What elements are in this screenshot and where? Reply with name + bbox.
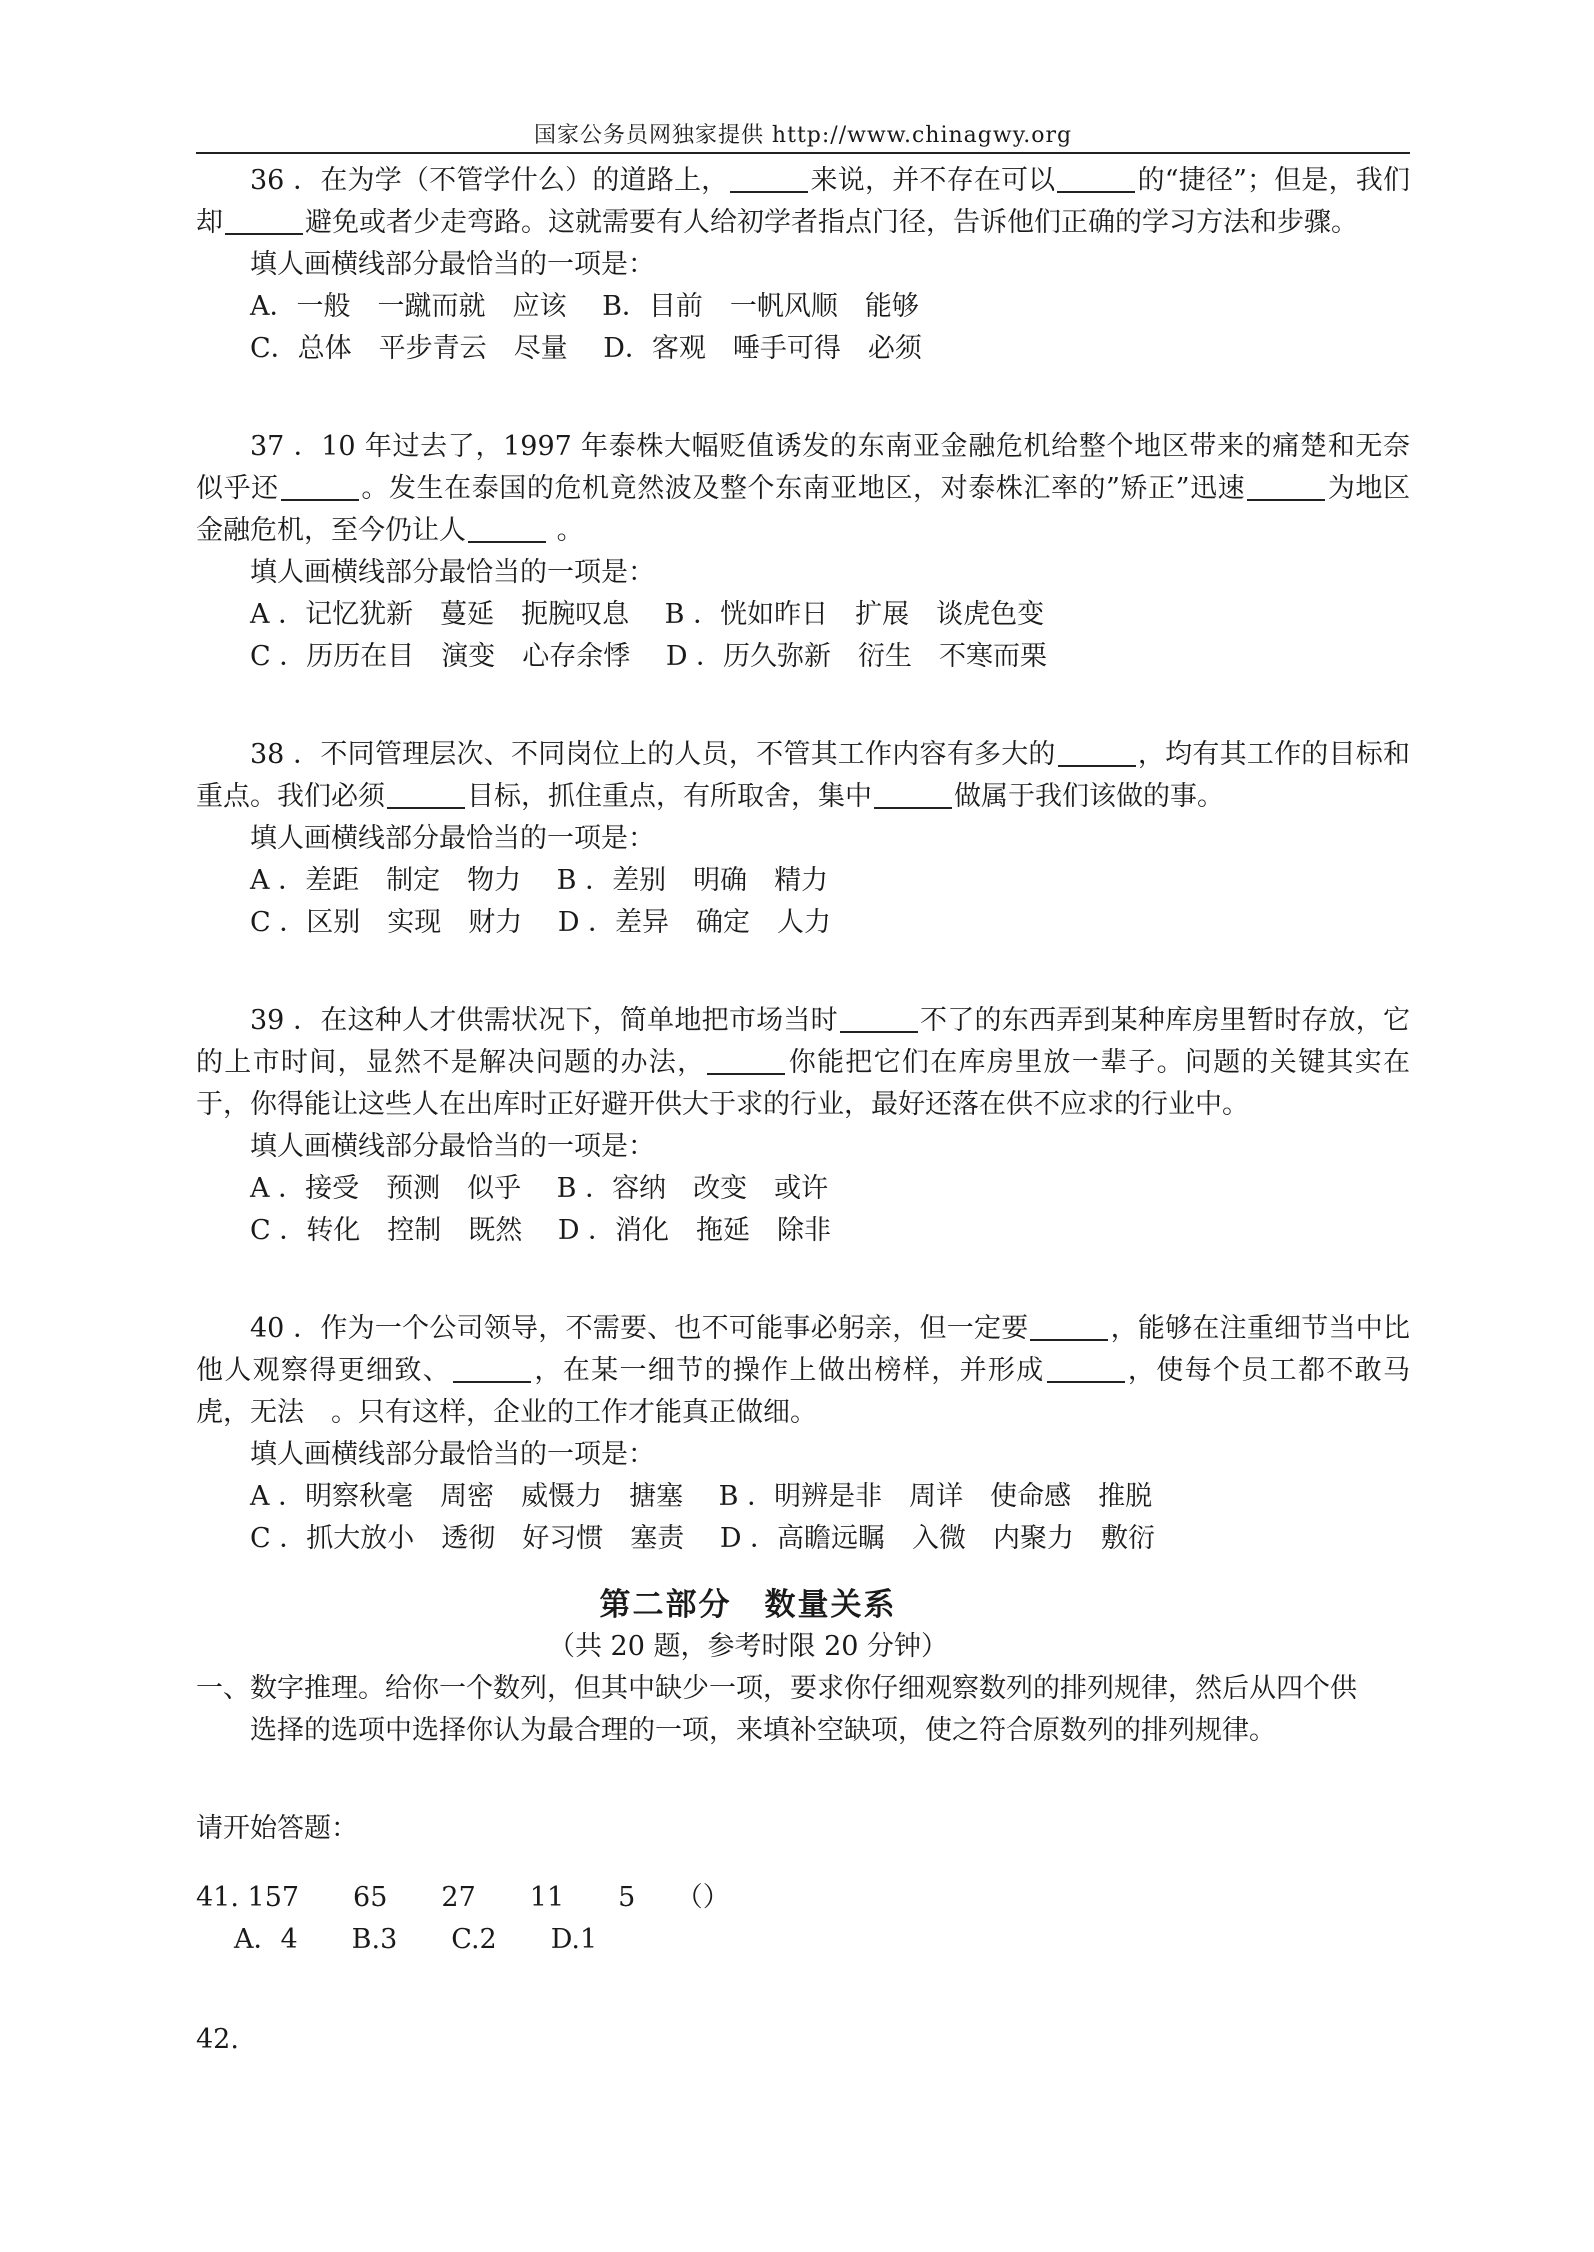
section-subtitle: （共 20 题，参考时限 20 分钟） (547, 1631, 949, 1662)
stem-text: 来说，并不存在可以 (810, 165, 1056, 196)
stem-text: 做属于我们该做的事。 (954, 781, 1224, 812)
stem-text: 36 ．在为学（不管学什么）的道路上， (250, 165, 729, 196)
stem-text: 38 ．不同管理层次、不同岗位上的人员，不管其工作内容有多大的 (250, 739, 1056, 770)
question-40 (196, 1308, 1410, 1560)
question-39 (196, 1000, 1410, 1252)
answer-blank (225, 203, 303, 235)
question-stem (196, 1000, 1410, 1126)
option-row: C ．抓大放小 透彻 好习惯 塞责 D ．高瞻远瞩 入微 内聚力 敷衍 (250, 1523, 1156, 1554)
answer-blank (387, 777, 465, 809)
stem-text: 你能把它们在库房里放一辈子。问题的关键其实在于，你得能让这些人在出库时正好避开供大于求的行业，最好还落在供不应求的行业中。 (196, 1047, 1411, 1120)
option-row: C ．转化 控制 既然 D ．消化 拖延 除非 (250, 1215, 832, 1246)
page-content (196, 160, 1410, 2088)
answer-blank (453, 1351, 531, 1383)
question-stem (196, 160, 1410, 244)
stem-text: 避免或者少走弯路。这就需要有人给初学者指点门径，告诉他们正确的学习方法和步骤。 (305, 207, 1358, 238)
answer-blank (1057, 161, 1135, 193)
option-row: A．一般 一蹴而就 应该 B．目前 一帆风顺 能够 (250, 291, 919, 322)
question-stem (196, 426, 1410, 552)
answer-blank (1058, 735, 1136, 767)
section-instruction: 一、数字推理。给你一个数列，但其中缺少一项，要求你仔细观察数列的排列规律，然后从四个供 (196, 1673, 1357, 1704)
stem-text: ，能够在注重细节当中比他人观察得更细致、 (196, 1313, 1410, 1386)
answer-blank (1247, 469, 1325, 501)
stem-text: 的“捷径”；但是，我们却 (196, 165, 1410, 238)
stem-text: ，使每个员工都不敢马虎，无法 。只有这样，企业的工作才能真正做细。 (196, 1355, 1411, 1428)
question-36 (196, 160, 1410, 370)
answer-blank (1047, 1351, 1125, 1383)
stem-text: 不了的东西弄到某种库房里暂时存放，它的上市时间，显然不是解决问题的办法， (196, 1005, 1410, 1078)
stem-text: 。发生在泰国的危机竟然波及整个东南亚地区，对泰株汇率的”矫正”迅速 (360, 473, 1246, 504)
stem-text: ，在某一细节的操作上做出榜样，并形成 (533, 1355, 1045, 1386)
option-row: A ．记忆犹新 蔓延 扼腕叹息 B ．恍如昨日 扩展 谈虎色变 (250, 599, 1045, 630)
page-header: 国家公务员网独家提供 http://www.chinagwy.org (533, 123, 1073, 148)
question-prompt: 填人画横线部分最恰当的一项是： (250, 249, 655, 280)
header-rule (196, 152, 1410, 154)
answer-blank (281, 469, 359, 501)
stem-text: 37 ．10 年过去了，1997 年泰株大幅贬值诱发的东南亚金融危机给整个地区带来的痛楚和无奈似乎还 (196, 431, 1410, 504)
section-title: 第二部分 数量关系 (599, 1587, 897, 1623)
question-38 (196, 734, 1410, 944)
question-stem (196, 734, 1410, 818)
stem-text: 目标，抓住重点，有所取舍，集中 (467, 781, 872, 812)
stem-text: ，均有其工作的目标和重点。我们必须 (196, 739, 1410, 812)
stem-text: 40 ．作为一个公司领导，不需要、也不可能事必躬亲，但一定要 (250, 1313, 1029, 1344)
option-row: A ．差距 制定 物力 B ．差别 明确 精力 (250, 865, 829, 896)
option-row: A ．明察秋毫 周密 威慑力 搪塞 B ．明辨是非 周详 使命感 推脱 (250, 1481, 1153, 1512)
stem-text: 为地区金融危机，至今仍让人 (196, 473, 1411, 546)
answer-blank (707, 1043, 785, 1075)
start-prompt: 请开始答题： (196, 1813, 358, 1844)
question-42-label: 42. (196, 2024, 239, 2055)
option-row: C．总体 平步青云 尽量 D．客观 唾手可得 必须 (250, 333, 922, 364)
question-prompt: 填人画横线部分最恰当的一项是： (250, 823, 655, 854)
option-row: C ．区别 实现 财力 D ．差异 确定 人力 (250, 907, 832, 938)
question-41-sequence: 41. 157 65 27 11 5 （） (196, 1882, 730, 1913)
question-prompt: 填人画横线部分最恰当的一项是： (250, 1439, 655, 1470)
stem-text: 。 (548, 515, 584, 546)
question-stem (196, 1308, 1410, 1434)
answer-blank (468, 511, 546, 543)
option-row: A ．接受 预测 似乎 B ．容纳 改变 或许 (250, 1173, 829, 1204)
option-row: C ．历历在目 演变 心存余悸 D ．历久弥新 衍生 不寒而栗 (250, 641, 1048, 672)
answer-blank (1030, 1309, 1108, 1341)
question-41-options: A．4 B.3 C.2 D.1 (234, 1924, 598, 1955)
question-prompt: 填人画横线部分最恰当的一项是： (250, 557, 655, 588)
question-prompt: 填人画横线部分最恰当的一项是： (250, 1131, 655, 1162)
answer-blank (730, 161, 808, 193)
section-instruction-cont: 选择的选项中选择你认为最合理的一项，来填补空缺项，使之符合原数列的排列规律。 (250, 1715, 1276, 1746)
answer-blank (874, 777, 952, 809)
question-37 (196, 426, 1410, 678)
stem-text: 39 ．在这种人才供需状况下，简单地把市场当时 (250, 1005, 838, 1036)
answer-blank (840, 1001, 918, 1033)
